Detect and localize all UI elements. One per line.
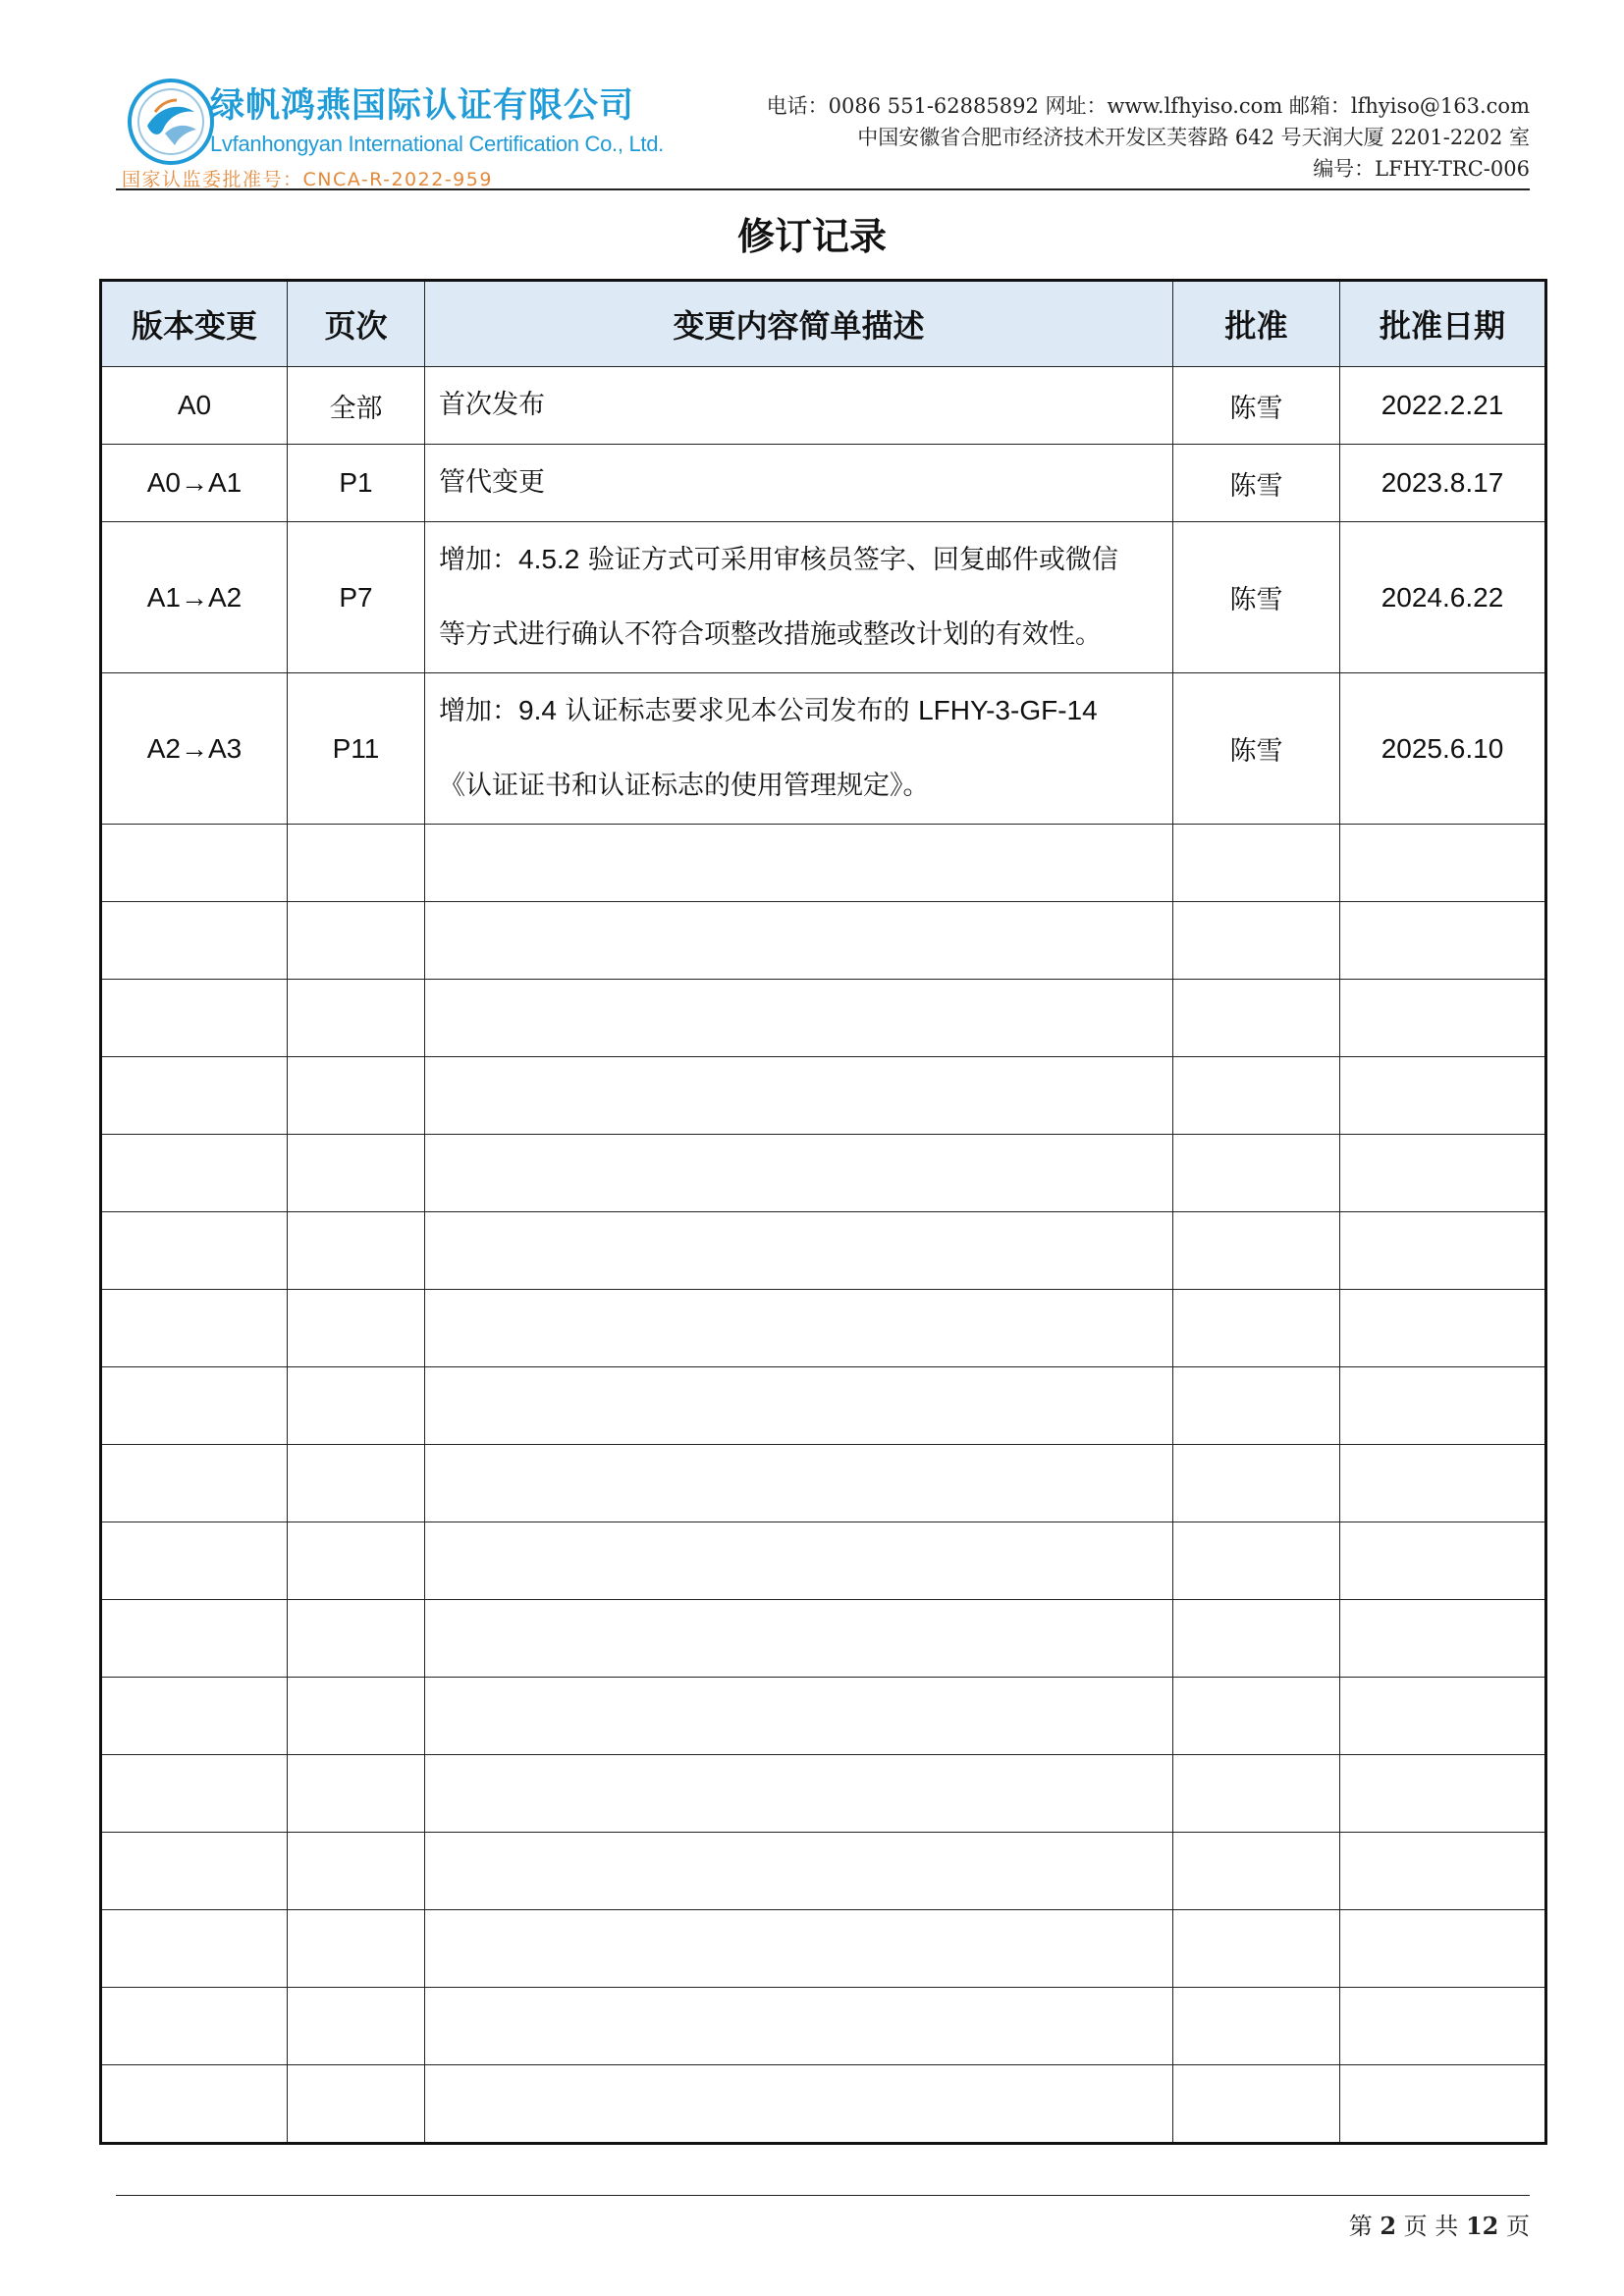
header-page: 页次 (288, 281, 425, 367)
table-row-empty (101, 1988, 1546, 2065)
cell-approver (1173, 1522, 1340, 1600)
contact-line: 电话：0086 551-62885892 网址：www.lfhyiso.com 邮箱：lfhyiso@163.com (766, 94, 1530, 118)
cell-date: 2022.2.21 (1340, 367, 1546, 445)
cell-description (425, 2065, 1173, 2144)
description-prefix: 增加： (439, 545, 518, 575)
current-page-number: 2 (1380, 2212, 1397, 2240)
cell-date (1340, 1367, 1546, 1445)
company-name-cn: 绿帆鸿燕国际认证有限公司 (210, 86, 635, 126)
page-header (116, 77, 1530, 190)
cell-description (425, 1135, 1173, 1212)
header-approver: 批准 (1173, 281, 1340, 367)
cell-approver (1173, 1445, 1340, 1522)
cell-approver (1173, 902, 1340, 980)
description-line-2: 等方式进行确认不符合项整改措施或整改计划的有效性。 (439, 619, 1102, 650)
cell-page (288, 1290, 425, 1367)
cell-date (1340, 1522, 1546, 1600)
cell-approver: 陈雪 (1173, 673, 1340, 825)
cell-date (1340, 1445, 1546, 1522)
cell-description (425, 1290, 1173, 1367)
cell-page (288, 1367, 425, 1445)
cell-version (101, 980, 288, 1057)
address-line: 中国安徽省合肥市经济技术开发区芙蓉路 642 号天润大厦 2201-2202 室 (857, 126, 1530, 149)
cell-description (425, 1212, 1173, 1290)
cell-description (425, 825, 1173, 902)
page-footer (1349, 2207, 1530, 2241)
description-line-1 (439, 673, 1159, 749)
document-number: 编号：LFHY-TRC-006 (1313, 157, 1530, 181)
table-row-empty (101, 980, 1546, 1057)
cell-description (425, 673, 1173, 825)
contact-block (767, 90, 1530, 185)
cell-description (425, 1600, 1173, 1678)
cell-description (425, 980, 1173, 1057)
cell-page (288, 825, 425, 902)
cell-version (101, 2065, 288, 2144)
cell-version: A2→A3 (101, 673, 288, 825)
cell-date (1340, 1290, 1546, 1367)
table-row-empty (101, 1057, 1546, 1135)
table-row-empty (101, 1833, 1546, 1910)
cell-version (101, 902, 288, 980)
cell-approver: 陈雪 (1173, 367, 1340, 445)
table-row-empty (101, 1445, 1546, 1522)
cell-date (1340, 1212, 1546, 1290)
table-row-empty (101, 1522, 1546, 1600)
header-version: 版本变更 (101, 281, 288, 367)
cell-page (288, 1057, 425, 1135)
cell-page: 全部 (288, 367, 425, 445)
cell-approver (1173, 1600, 1340, 1678)
table-row-empty (101, 1367, 1546, 1445)
cell-description (425, 1367, 1173, 1445)
cell-date (1340, 1833, 1546, 1910)
cell-version (101, 1522, 288, 1600)
cell-approver (1173, 1910, 1340, 1988)
cell-page (288, 1212, 425, 1290)
table-row-empty (101, 1755, 1546, 1833)
cell-approver (1173, 1135, 1340, 1212)
cell-date (1340, 1678, 1546, 1755)
cell-page (288, 1678, 425, 1755)
cell-approver (1173, 1988, 1340, 2065)
cell-date: 2024.6.22 (1340, 522, 1546, 673)
description-line-1 (439, 522, 1159, 598)
approval-number: 国家认监委批准号：CNCA-R-2022-959 (122, 169, 493, 190)
table-row (101, 367, 1546, 445)
description-doc-code: LFHY-3-GF-14 (918, 695, 1098, 725)
table-row (101, 673, 1546, 825)
table-row-empty (101, 1600, 1546, 1678)
cell-date (1340, 902, 1546, 980)
cell-page (288, 1135, 425, 1212)
cell-page (288, 1910, 425, 1988)
table-row-empty (101, 1290, 1546, 1367)
cell-description (425, 1910, 1173, 1988)
cell-approver (1173, 1678, 1340, 1755)
cell-approver (1173, 1212, 1340, 1290)
cell-version (101, 1678, 288, 1755)
cell-date (1340, 1135, 1546, 1212)
cell-date (1340, 2065, 1546, 2144)
cell-version (101, 1755, 288, 1833)
cell-page: P11 (288, 673, 425, 825)
cell-version (101, 1833, 288, 1910)
cell-description (425, 1445, 1173, 1522)
cell-version (101, 1135, 288, 1212)
cell-version: A0→A1 (101, 445, 288, 522)
cell-version (101, 1445, 288, 1522)
cell-version (101, 1212, 288, 1290)
cell-page (288, 1600, 425, 1678)
total-page-count: 12 (1465, 2212, 1499, 2240)
cell-description (425, 1678, 1173, 1755)
cell-version (101, 1290, 288, 1367)
footer-prefix: 第 (1348, 2213, 1373, 2240)
cell-description (425, 1988, 1173, 2065)
description-text: 验证方式可采用审核员签字、回复邮件或微信 (579, 545, 1118, 575)
cell-description (425, 902, 1173, 980)
page-title: 修订记录 (736, 215, 887, 258)
cell-page (288, 902, 425, 980)
cell-page (288, 1522, 425, 1600)
cell-page (288, 2065, 425, 2144)
cell-approver: 陈雪 (1173, 445, 1340, 522)
cell-approver (1173, 1833, 1340, 1910)
cell-approver (1173, 1367, 1340, 1445)
table-row-empty (101, 1212, 1546, 1290)
cell-date (1340, 825, 1546, 902)
cell-description (425, 1833, 1173, 1910)
footer-divider (116, 2195, 1530, 2196)
cell-approver (1173, 825, 1340, 902)
table-row-empty (101, 902, 1546, 980)
cell-approver: 陈雪 (1173, 522, 1340, 673)
cell-date (1340, 1600, 1546, 1678)
cell-version (101, 1057, 288, 1135)
cell-version (101, 1988, 288, 2065)
cell-page (288, 1445, 425, 1522)
description-line-2: 《认证证书和认证标志的使用管理规定》。 (439, 771, 930, 801)
cell-approver (1173, 980, 1340, 1057)
cell-description (425, 522, 1173, 673)
cell-description (425, 1522, 1173, 1600)
cell-page (288, 980, 425, 1057)
cell-page (288, 1988, 425, 2065)
header-approval-date: 批准日期 (1340, 281, 1546, 367)
cell-approver (1173, 1057, 1340, 1135)
cell-approver (1173, 2065, 1340, 2144)
cell-date (1340, 980, 1546, 1057)
cell-description: 管代变更 (425, 445, 1173, 522)
cell-page (288, 1833, 425, 1910)
cell-page: P1 (288, 445, 425, 522)
cell-version: A1→A2 (101, 522, 288, 673)
description-clause: 4.5.2 (518, 544, 580, 574)
table-row (101, 445, 1546, 522)
cell-date (1340, 1988, 1546, 2065)
company-name-en: Lvfanhongyan International Certification Co., Ltd. (210, 132, 664, 156)
company-logo-icon (126, 77, 216, 167)
cell-version (101, 1910, 288, 1988)
table-row-empty (101, 1910, 1546, 1988)
cell-date (1340, 1057, 1546, 1135)
cell-page: P7 (288, 522, 425, 673)
cell-date (1340, 1910, 1546, 1988)
cell-description (425, 1755, 1173, 1833)
table-header-row (101, 281, 1546, 367)
cell-approver (1173, 1290, 1340, 1367)
header-description: 变更内容简单描述 (425, 281, 1173, 367)
table-row (101, 522, 1546, 673)
table-row-empty (101, 1135, 1546, 1212)
table-row-empty (101, 1678, 1546, 1755)
cell-date: 2025.6.10 (1340, 673, 1546, 825)
cell-version (101, 1367, 288, 1445)
cell-approver (1173, 1755, 1340, 1833)
cell-version (101, 825, 288, 902)
header-divider (116, 188, 1530, 190)
description-prefix: 增加： (439, 696, 518, 726)
cell-version: A0 (101, 367, 288, 445)
footer-suffix: 页 (1506, 2213, 1530, 2240)
revision-table (99, 279, 1547, 2145)
description-text: 认证标志要求见本公司发布的 (556, 696, 919, 726)
description-clause: 9.4 (518, 695, 557, 725)
cell-version (101, 1600, 288, 1678)
cell-description: 首次发布 (425, 367, 1173, 445)
cell-description (425, 1057, 1173, 1135)
footer-middle: 页 共 (1403, 2213, 1459, 2240)
cell-page (288, 1755, 425, 1833)
cell-date: 2023.8.17 (1340, 445, 1546, 522)
cell-date (1340, 1755, 1546, 1833)
table-row-empty (101, 2065, 1546, 2144)
table-row-empty (101, 825, 1546, 902)
